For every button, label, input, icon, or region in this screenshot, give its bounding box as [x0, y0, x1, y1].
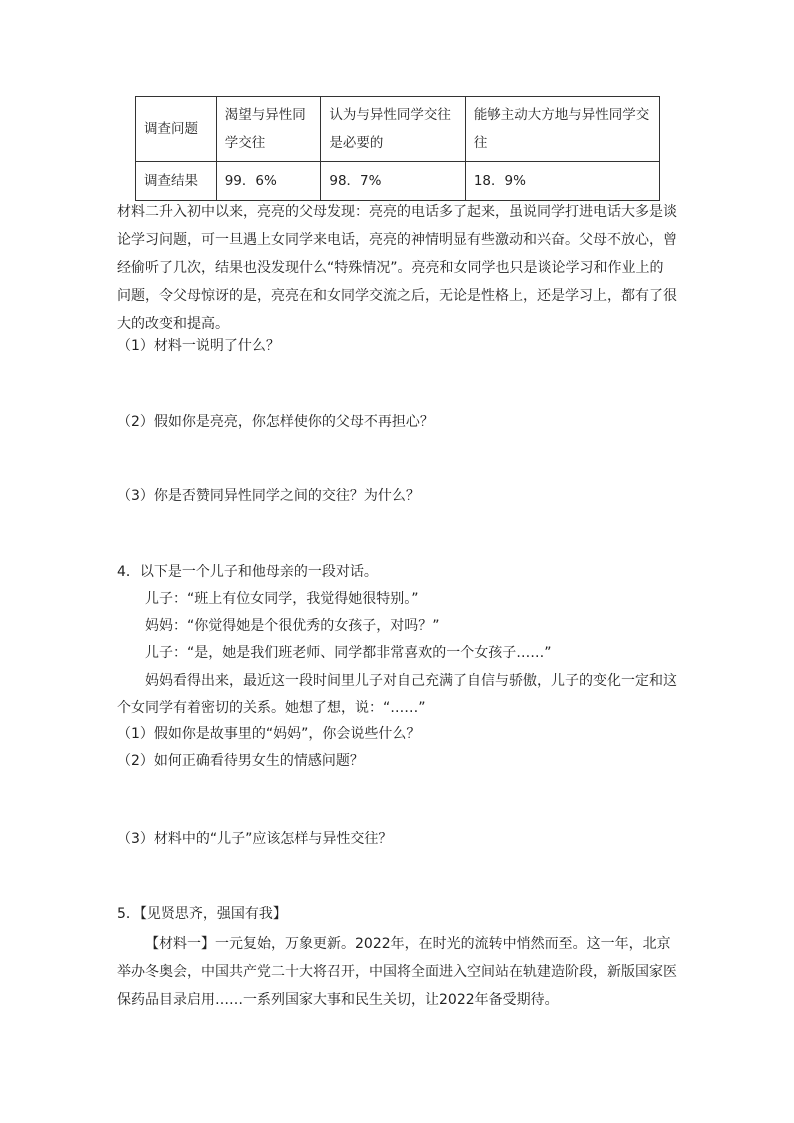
- table-row-label: 调查结果: [136, 162, 217, 201]
- table-header-cell: 认为与异性同学交往是必要的: [321, 97, 465, 162]
- question-5-title: 5．【见贤思齐，强国有我】: [117, 906, 287, 922]
- question-5-material-one: 【材料一】一元复始，万象更新。2022年，在时光的流转中悄然而至。这一年，北京举办冬奥会，中国共产党二十大将召开，中国将全面进入空间站在轨建造阶段，新版国家医保药品目录启用……一系列国家大事和民生关切，让2022年备受期待。: [117, 936, 677, 1008]
- dialogue-line-son-2: 儿子：“是，她是我们班老师、同学都非常喜欢的一个女孩子……”: [145, 645, 552, 661]
- table-header-cell: 能够主动大方地与异性同学交往: [465, 97, 659, 162]
- question-4-sub-2: （2）如何正确看待男女生的情感问题？: [117, 753, 364, 769]
- survey-table: [135, 96, 660, 201]
- table-cell: 98．7%: [321, 162, 465, 201]
- question-4-sub-3: （3）材料中的“儿子”应该怎样与异性交往？: [117, 831, 393, 847]
- table-header-cell: 渴望与异性同学交往: [216, 97, 321, 162]
- table-row: [136, 97, 660, 162]
- question-3-sub-1: （1）材料一说明了什么？: [117, 338, 280, 354]
- material-two-paragraph: 材料二升入初中以来，亮亮的父母发现：亮亮的电话多了起来，虽说同学打进电话大多是谈论学习问题，可一旦遇上女同学来电话，亮亮的神情明显有些激动和兴奋。父母不放心，曾经偷听了几次，结果也没发现什么“特殊情况”。亮亮和女同学也只是谈论学习和作业上的问题，令父母惊讶的是，亮亮在和女同学交流之后，无论是性格上，还是学习上，都有了很大的改变和提高。: [117, 204, 677, 332]
- table-cell: 99．6%: [216, 162, 321, 201]
- question-3-sub-3: （3）你是否赞同异性同学之间的交往？为什么？: [117, 488, 420, 504]
- table-row: [136, 162, 660, 201]
- dialogue-line-mom: 妈妈：“你觉得她是个很优秀的女孩子，对吗？”: [145, 618, 440, 634]
- question-4-narrative: 妈妈看得出来，最近这一段时间里儿子对自己充满了自信与骄傲，儿子的变化一定和这个女同学有着密切的关系。她想了想，说：“……”: [117, 673, 677, 716]
- question-4-title: 4．以下是一个儿子和他母亲的一段对话。: [117, 564, 378, 580]
- dialogue-line-son-1: 儿子：“班上有位女同学，我觉得她很特别。”: [145, 591, 419, 607]
- question-4-sub-1: （1）假如你是故事里的“妈妈”，你会说些什么？: [117, 726, 421, 742]
- question-3-sub-2: （2）假如你是亮亮，你怎样使你的父母不再担心？: [117, 414, 434, 430]
- table-header-cell: 调查问题: [136, 97, 217, 162]
- table-cell: 18．9%: [465, 162, 659, 201]
